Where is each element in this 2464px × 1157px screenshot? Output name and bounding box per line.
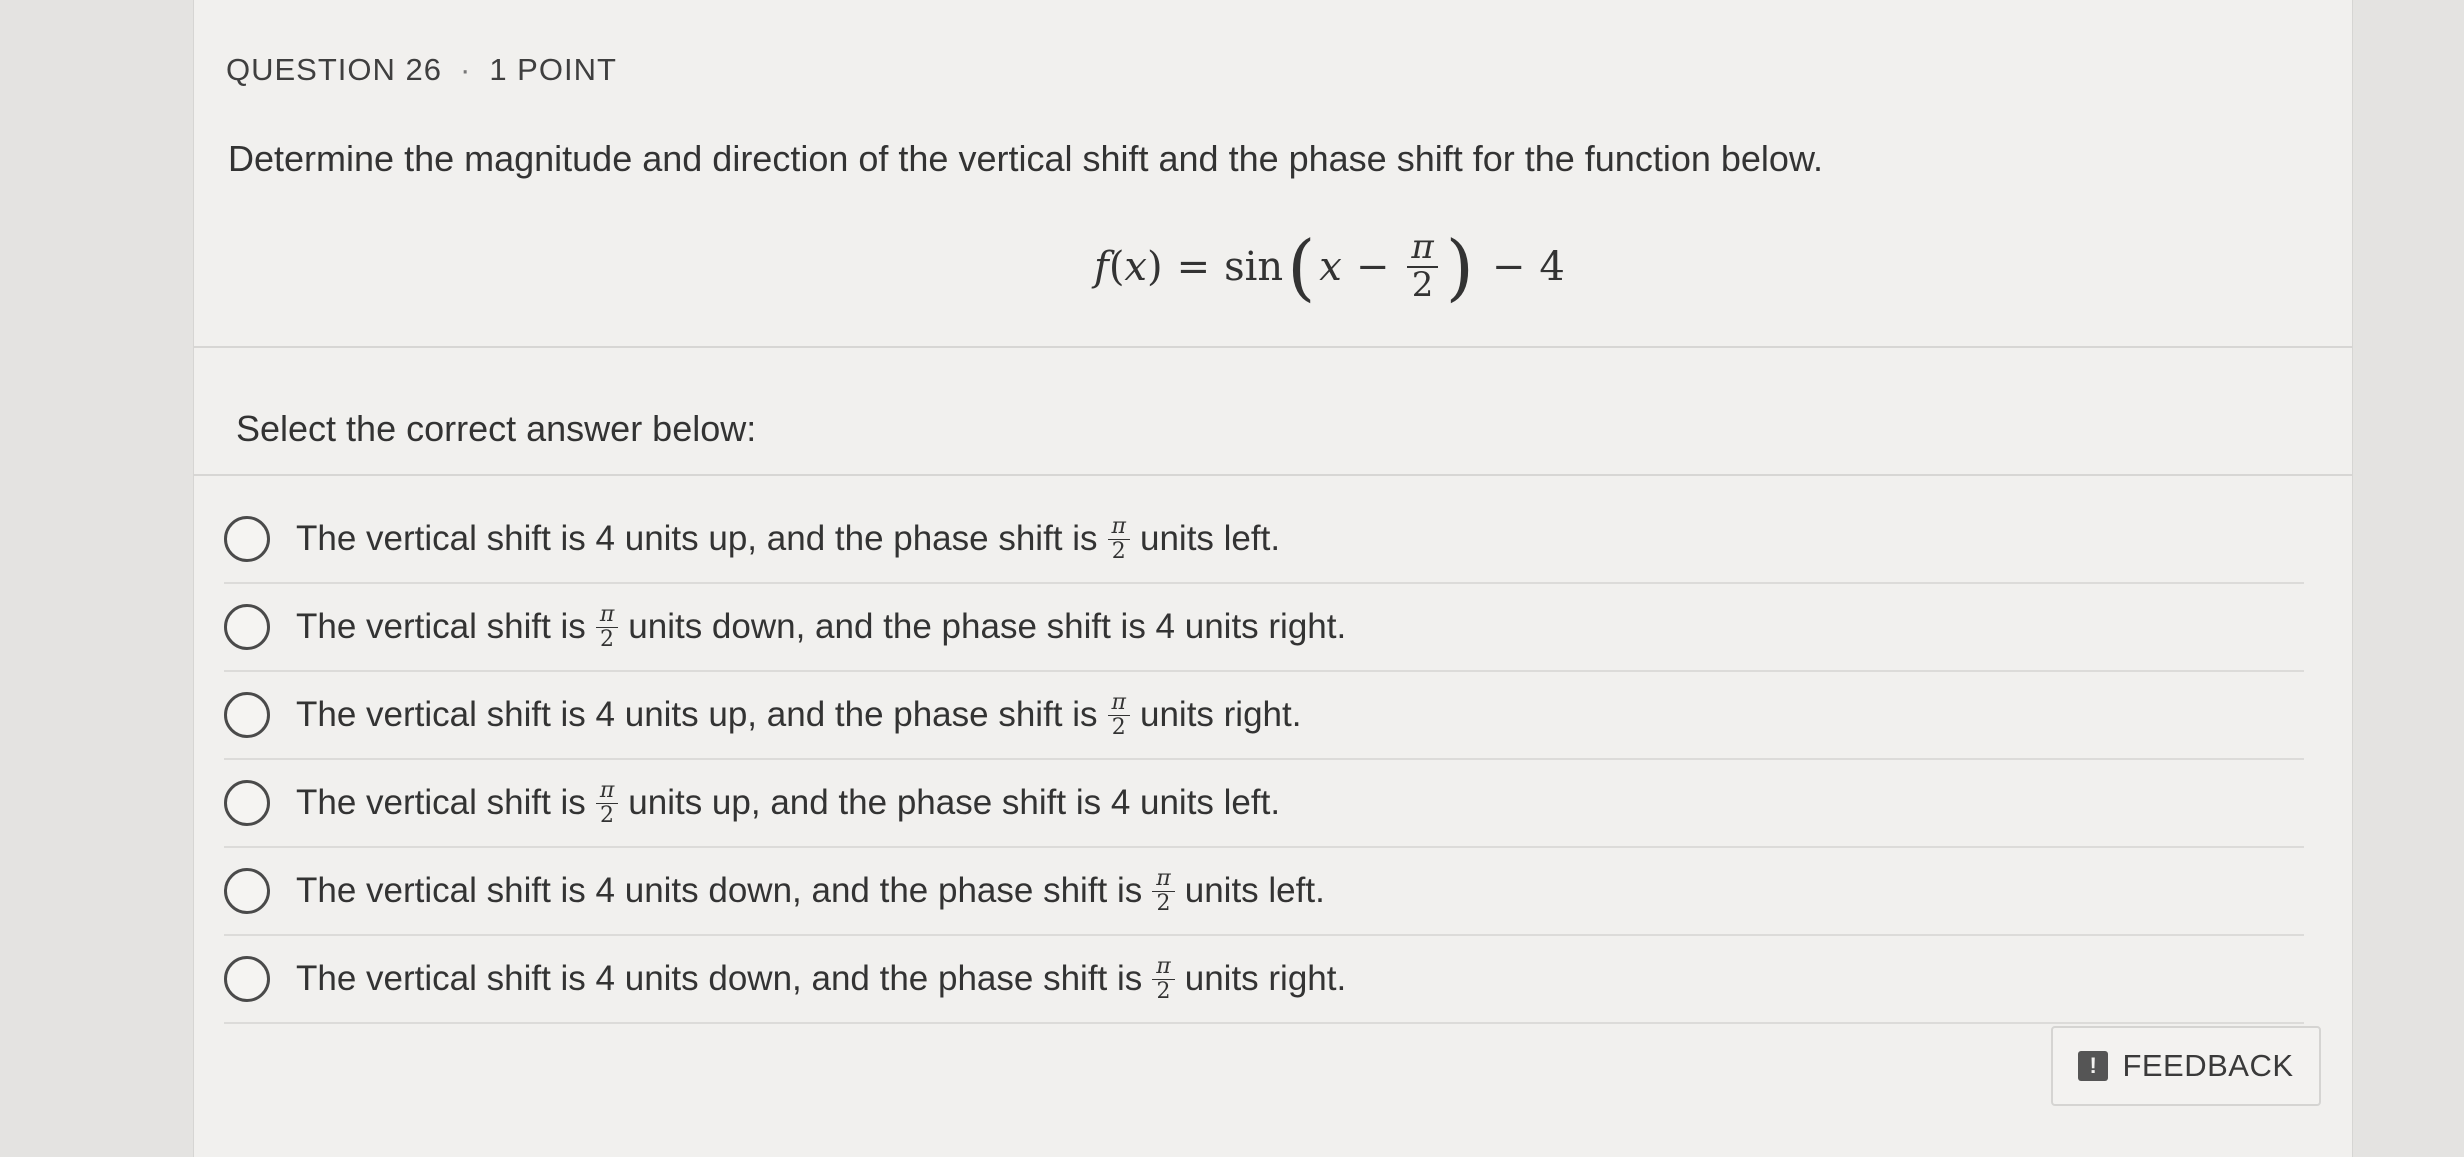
radio-button[interactable] — [224, 868, 270, 914]
frac-num: π — [596, 603, 618, 627]
frac-den: 2 — [1111, 538, 1126, 564]
formula-paren-close: ) — [1445, 225, 1474, 309]
divider — [194, 474, 2352, 476]
formula-arg-x: x — [1319, 244, 1342, 290]
formula-lhs-x: x — [1124, 244, 1147, 290]
option-text — [296, 691, 1301, 738]
radio-button[interactable] — [224, 780, 270, 826]
frac-den: 2 — [1111, 714, 1126, 740]
answer-option-1[interactable] — [224, 496, 2304, 584]
option-text — [296, 515, 1280, 562]
answer-option-2[interactable] — [224, 584, 2304, 672]
option-text-after: units right. — [1140, 695, 1302, 734]
question-points: 1 POINT — [489, 52, 617, 87]
radio-button[interactable] — [224, 956, 270, 1002]
option-text — [296, 779, 1280, 826]
answer-option-5[interactable] — [224, 848, 2304, 936]
option-text-before: The vertical shift is 4 units down, and the phase shift is — [296, 871, 1143, 910]
option-text-after: units left. — [1184, 871, 1325, 910]
frac-num: π — [1152, 867, 1174, 891]
frac-num: π — [596, 779, 618, 803]
radio-button[interactable] — [224, 692, 270, 738]
formula-f: f — [1094, 244, 1109, 290]
option-text-after: units left. — [1140, 519, 1281, 558]
frac-den: 2 — [600, 626, 615, 652]
answer-option-4[interactable] — [224, 760, 2304, 848]
pi-over-2-fraction — [1152, 867, 1174, 914]
pi-over-2-fraction — [1108, 691, 1130, 738]
option-text-before: The vertical shift is 4 units up, and the phase shift is — [296, 695, 1098, 734]
radio-button[interactable] — [224, 516, 270, 562]
function-formula — [1094, 222, 1565, 312]
option-text-before: The vertical shift is 4 units down, and the phase shift is — [296, 959, 1143, 998]
option-text — [296, 955, 1346, 1002]
option-text-before: The vertical shift is — [296, 607, 586, 646]
question-header — [226, 52, 617, 88]
option-text-after: units right. — [1184, 959, 1347, 998]
pi-over-2-fraction — [1108, 515, 1130, 562]
formula-minus-2: − — [1491, 244, 1526, 290]
formula-paren-open: ( — [1287, 225, 1316, 309]
frac-den: 2 — [1156, 978, 1171, 1004]
radio-button[interactable] — [224, 604, 270, 650]
feedback-button[interactable] — [2051, 1026, 2321, 1106]
option-text-after: units up, and the phase shift is 4 units left. — [628, 783, 1281, 822]
answer-instruction: Select the correct answer below: — [236, 408, 757, 449]
formula-sin: sin — [1224, 244, 1284, 290]
question-card — [193, 0, 2353, 1157]
pi-over-2-fraction — [596, 603, 618, 650]
option-text-before: The vertical shift is — [296, 783, 586, 822]
frac-num: π — [1108, 515, 1130, 539]
frac-den: 2 — [600, 802, 615, 828]
option-text — [296, 867, 1325, 914]
feedback-label: FEEDBACK — [2122, 1048, 2294, 1083]
feedback-icon — [2078, 1051, 2108, 1081]
formula-minus: − — [1355, 244, 1390, 290]
question-prompt: Determine the magnitude and direction of the vertical shift and the phase shift for the function below. — [228, 138, 1823, 179]
option-text — [296, 603, 1346, 650]
formula-lhs-close: ) — [1146, 244, 1163, 290]
frac-num: π — [1108, 691, 1130, 715]
formula-lhs-open: ( — [1108, 244, 1125, 290]
formula-equals: = — [1176, 244, 1211, 290]
pi-over-2-fraction — [1152, 955, 1174, 1002]
formula-frac-den: 2 — [1411, 265, 1434, 305]
divider — [194, 346, 2352, 348]
answer-option-6[interactable] — [224, 936, 2304, 1024]
frac-num: π — [1152, 955, 1174, 979]
question-number: QUESTION 26 — [226, 52, 442, 87]
header-separator: · — [460, 52, 472, 87]
option-text-before: The vertical shift is 4 units up, and the phase shift is — [296, 519, 1098, 558]
formula-fraction — [1407, 227, 1437, 305]
formula-frac-num: π — [1407, 230, 1437, 268]
formula-constant: 4 — [1539, 244, 1565, 290]
answer-option-3[interactable] — [224, 672, 2304, 760]
frac-den: 2 — [1156, 890, 1171, 916]
option-text-after: units down, and the phase shift is 4 units right. — [628, 607, 1347, 646]
pi-over-2-fraction — [596, 779, 618, 826]
